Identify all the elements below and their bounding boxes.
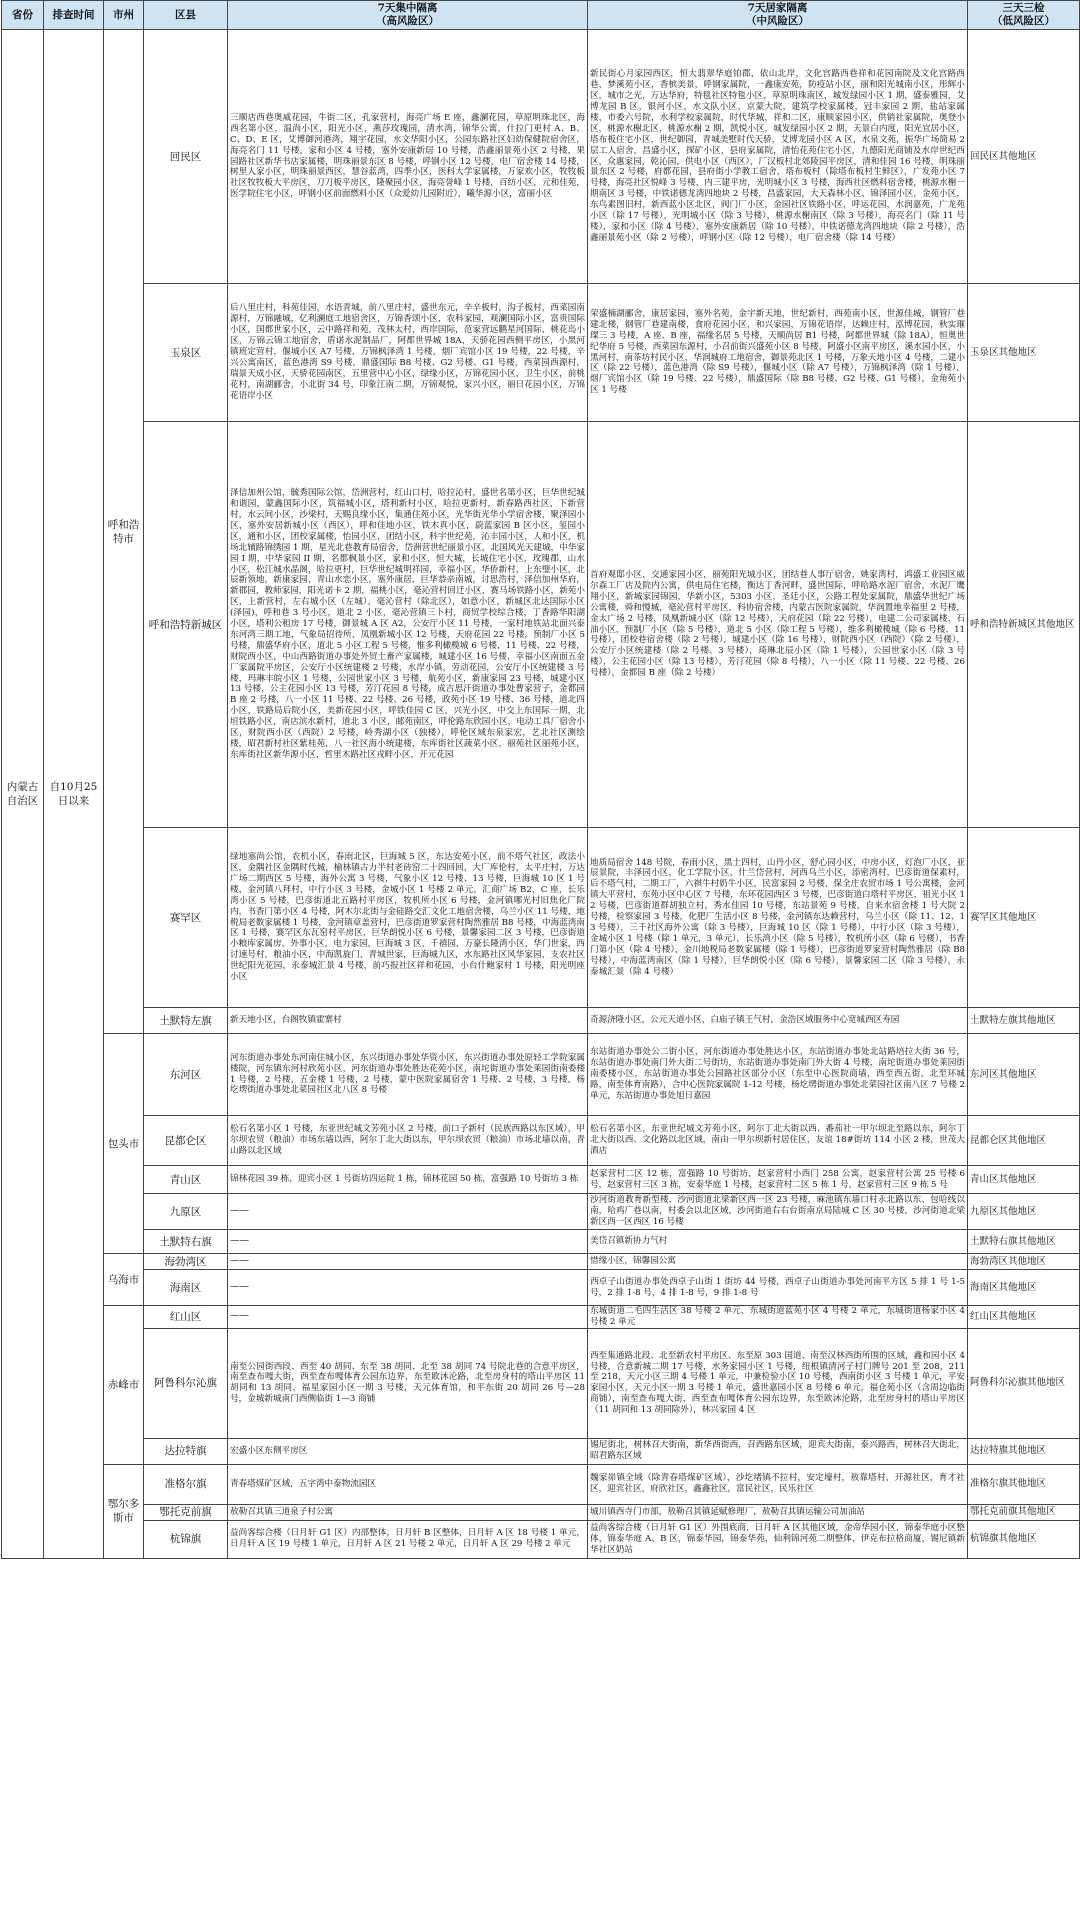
high-risk-cell: 新天地小区，台阁牧镇霍寨村 bbox=[228, 1008, 588, 1034]
low-risk-cell: 准格尔旗其他地区 bbox=[968, 1464, 1080, 1504]
high-risk-cell: —— bbox=[228, 1254, 588, 1270]
mid-risk-cell: 锡尼街北，树林召大街南，新华西街西，召西路东区域，迎宾大街南，泰兴路西，树林召大街北，昭君路东区域 bbox=[588, 1438, 968, 1464]
header-low-risk-line1: 三天三检 bbox=[1002, 2, 1045, 14]
city-cell: 赤峰市 bbox=[104, 1306, 144, 1465]
district-cell: 呼和浩特新城区 bbox=[144, 422, 228, 828]
high-risk-cell: 后八里庄村，科苑佳园，水语青城，前八里庄村，盛世东元，辛辛板村，沟子板村，西菜园南源村，万锦融城，亿利澜庭工地宿舍区，万锦香颂小区，农科家园，观澜国际小区，富贵国际小区，国都世家小区，云中路祥和苑，茂林太村，西岸国际，范家营远鹏星河国际，桃花岛小区，万锦云锦工地宿舍，盾诺水泥制品厂，阿都世界城 18A，天骄花园西侧平房区，小黑河镇班定营村，偃城小区 A7 号楼，万锦枫泽湾 1 号楼，烟厂宾馆小区 19 号楼，22 号楼，辛兴公寓南区，蓝色港湾 S9 号楼，鼎盛国际 B8 号楼、G2 号楼、G1 号楼，西菜园西源村，瑞景天成小区，天骄花园南区，五里营中心小区，绿缘小区，万锦花园小区，卫生小区，前桃花村，南湖郦舍，小北街 34 号，印象江南二期，万锦观悦，家兴小区，丽日花园小区，万锦花语岸小区 bbox=[228, 284, 588, 422]
table-row bbox=[2, 1270, 1080, 1306]
table-row bbox=[2, 1166, 1080, 1194]
table-row bbox=[2, 422, 1080, 828]
header-high-risk-line1: 7天集中隔离 bbox=[377, 2, 438, 14]
header-period: 排查时间 bbox=[44, 1, 104, 30]
mid-risk-cell: 西卓子山街道办事处西卓子山街 1 街坊 44 号楼，西卓子山街道办事处河南平方区 5 排 1 号 1-5 号，2 排 1-8 号，4 排 1-8 号，9 排 1-8 号 bbox=[588, 1270, 968, 1306]
table-row bbox=[2, 828, 1080, 1008]
mid-risk-cell: 地质局宿舍 148 号院，春雨小区，黑土四村，山丹小区，舒心园小区，中房小区，灯泡厂小区，亚辰景院，丰泽园小区，化工学院小区，什兰岱营村，河西乌兰小区，添密湾村，巴彦街道保素村，后不塔气村，二期工厂，六祺牛村奶牛小区，民富家园 2 号楼，保全庄农贸市场 1 号公寓楼，金河镇大平营村，东苑小区中心区 7 号楼，东环花园西区 3 号楼，巴彦街道白塔村平房区，祖光小区 12 号楼，巴彦街道群胡独立村，秀水佳园 10 号楼，东站景苑 9 号楼，自来水宿舍楼 1 号大院 2 号楼，检察家园 3 号楼，化肥厂生活小区 8 号楼，金河镇东达赖营村，乌兰小区（除 11、12、13 号楼），三千社区海外公寓（除 3 号楼），巨海城 10 区（除 1 号楼），中行小区（除 3 号楼），金城小区 1 号楼（除 1 单元，3 单元），长乐湾小区（除 5 号楼），牧机所小区（除 6 号楼），书香门第小区（除 4 号楼），金川地税局老数家属楼（除 1 号楼），巴彦街道罗家营村陶然雅居（除 B8 号楼），中海蓝湾南区（除 1 号楼），巨华朗悦小区（除 6 号楼），景馨家园二区（除 3 号楼），永泰城汇景（除 4 号楼） bbox=[588, 828, 968, 1008]
low-risk-cell: 东河区其他地区 bbox=[968, 1034, 1080, 1116]
table-row bbox=[2, 1464, 1080, 1504]
low-risk-cell: 海勃湾区其他地区 bbox=[968, 1254, 1080, 1270]
table-body bbox=[2, 30, 1080, 1559]
district-cell: 九原区 bbox=[144, 1194, 228, 1230]
high-risk-cell: 松石名第小区 1 号楼，东亚世纪城文芳苑小区 2 号楼，前口子新村（民族西路以东区域），甲尔坝农贸（粮油）市场东墙以西，阿尔丁北大街以东，甲尔坝农贸（粮油）市场北墙以南，青山路以北区域 bbox=[228, 1116, 588, 1166]
high-risk-cell: 益尚客综合楼（日月轩 G1 区）内部整体，日月轩 B 区整体，日月轩 A 区 18 号楼 1 单元，日月轩 A 区 19 号楼 1 单元，日月轩 A 区 21 号楼 2 单元，日月轩 A 区 29 号楼 2 单元 bbox=[228, 1520, 588, 1558]
district-cell: 东河区 bbox=[144, 1034, 228, 1116]
high-risk-cell: 敖勒召其镇三道泉子村公寓 bbox=[228, 1504, 588, 1520]
high-risk-cell: 泽信加州公馆，毓秀国际公馆，岱洲营村，红山口村，哈拉沁村，盛世名第小区，巨华世纪城和谐园，蒙鑫国际小区，筑福城小区，塔利新村小区，哈拉更新村，新春路西社区，下新营村，水云间小区，沙梁村，天赐良缘小区，集通住苑小区，光华街光华小学宿舍楼，聚泽园小区，塞外安居新城小区（西区），呼和佳地小区，铁木真小区，蔚蓝家园 B 区小区，玺园小区，通和小区，团校家属楼，怡园小区，团结小区，科宇世纪苑，沁丰园小区，人和小区，机场北辅路锦绣园 1 期，星光北巷教育局宿舍，岱洲营世纪丽景小区，北国风光天建城，中华家园 I 期，中华家园 II 期，名都枫景小区，家和小区，恒大城，长城住宅小区，玫瑰郡，山水小区，松江城水晶阁，哈拉更村，巨华世纪城明祥园，幸福小区，华侨新村，上东璧小区，北辰新领地，新康家园，青山水恋小区，塞外康居，巨华恭亲南城，讨思浩村，泽信加州华府，新郡园，教师家园，阳光诺卡 2 期，福桃小区，毫沁营村回迁小区，赛马场铁路小区，新苑小区，上新营村，左右城小区（左城），毫沁营村（除北区），如意小区，新城区北达国际小区(泽园)，呼和巷 3 号小区，道北 2 小区，毫沁营镇三卜村，商贸学校综合楼，丁香路华阳湖小区，塔利公租房 17 号楼，御景城 A 区 A2，公安厅小区 11 号楼，一家村地铁站北面兴泰东河湾三期工地，气象局招待所，凤凰新城小区 12 号楼，天府花园 22 号楼，预制厂小区 5 号楼，鼎盛华府小区，道北 5 小区工程 5 号楼，惟多利橄榄城 6 号楼，11 号楼、22 号楼，财院西小区，中山西路街道办事处外贸土畜产家属楼，城建小区 16 号楼，幸福小区南面五金厂家属院平房区，公安厅小区统建楼 2 号楼，水岸小镇，劳动花园，公安厅小区统建楼 3 号楼，玛琳丰皖小区 1 号楼，公园世家小区 3 号楼，航苑小区，新康家园 23 号楼，城建小区 13 号楼，公主花园小区 13 号楼，芳汀花园 8 号楼，成吉思汗街道办事处曹家营子，金都园 B 座 2 号楼，八一小区 11 号楼、22 号楼、26 号楼，政苑小区 19 号楼、36 号楼，道北四小区，铁路局后院小区，美新花园小区，呼铁佳园 C 区，兴光小区，中交上东国际一期，北垣铁路小区，南店滨水新村，道北 3 小区，邮苑南区，呼伦路东欣园小区，电动工具厂宿舍小区，财院西小区（西院）2 号楼，岭秀湖小区（独楼），呼伦区域东泉家宏，艺北社区测绘楼，昭君新村社区紫桂苑，八一社区海小统建楼，东库街社区蔬菜小区，丽苑社区丽苑小区，东库街社区新华源小区，哲里木路社区戎畔小区，开元花园 bbox=[228, 422, 588, 828]
header-high-risk bbox=[228, 1, 588, 30]
city-cell: 包头市 bbox=[104, 1034, 144, 1254]
low-risk-cell: 土默特左旗其他地区 bbox=[968, 1008, 1080, 1034]
district-cell: 海南区 bbox=[144, 1270, 228, 1306]
low-risk-cell: 回民区其他地区 bbox=[968, 30, 1080, 284]
table-row bbox=[2, 1116, 1080, 1166]
high-risk-cell: —— bbox=[228, 1230, 588, 1254]
mid-risk-cell: 松石名第小区，东亚世纪城文芳苑小区，阿尔丁北大街以西、番茄社一甲尔坝北至路以东，阿尔丁北大街以西、文化路以北区域，南由一甲尔坝新村居住区，友谊 18#街坊 114 小区 2 楼，世茂大酒店 bbox=[588, 1116, 968, 1166]
high-risk-cell: 绿地塞尚公馆，农机小区，春雨北区，巨海城 5 区，东达安苑小区，前不塔气社区，政法小区，金隅社区金隅时代城，榆林镇古力半村老砖窑二十四回回，大厂库伦村，太平庄村，万达广场二期西区 5 号楼，海外公寓 3 号楼，气象小区 12 号楼、13 号楼，巨海城 10 区 1 号楼，金河镇八拜村，中行小区 3 号楼，金城小区 1 号楼 2 单元，汇商广场 B2，C 座，长乐湾小区 5 号楼，巴彦街道北五路村平房区，牧机所小区 6 号楼，金河镇哪光村旧焦化厂院内，书香门第小区 4 号楼，阿木尔北街与金硅路交汇文化工地宿舍楼，乌兰小区 11 号楼，地税局老数家属楼 1 号楼，金河镇章盖营村，巴彦街道罗家营村陶然雅居 B8 号楼，中海蓝湾南区 1 号楼，赛罕区东瓦窑村平房区，巨华朗悦小区 6 号楼，景馨家园二区 3 号楼，巴彦街道小粮库家属房，外事小区，电力家园，巨海城 3 区，千禧园，万豪长隆湾小区，华门世家，西讨速号村，粮油小区，中海凯旋门，青城世家，巨海城九区，水东路社区风华家园，支农社区世纪阳光花园，永泰城汇景 4 号楼，前巧报社区祥和花园，小台什鲍家村 1 号楼，阳光明座小区 bbox=[228, 828, 588, 1008]
high-risk-cell: 南至公园街西段、西至 40 胡同、东至 38 胡同、北至 38 胡同 74 号院北巷的合意平房区，南至查布嘎大街，西至查布嘎体育公园东边界，东至欧沐沦路，北至房身村的塔山平房区 11 胡同和 13 胡同，福星家园小区一期 3 号楼，天元体育馆，和平东街 20 胡同 26 号—28 号，金城新城南门西侧临街 1—3 商铺 bbox=[228, 1328, 588, 1438]
district-cell: 青山区 bbox=[144, 1166, 228, 1194]
low-risk-cell: 鄂托克前旗其他地区 bbox=[968, 1504, 1080, 1520]
header-low-risk-line2: （低风险区） bbox=[992, 15, 1055, 27]
high-risk-cell: —— bbox=[228, 1194, 588, 1230]
district-cell: 土默特右旗 bbox=[144, 1230, 228, 1254]
mid-risk-cell: 荣盛楠湖郦舍，康居家园，塞外名苑，金宇新天地，世纪新村，西苑南小区，世源佳城，钢管厂巷建北楼，钢管厂巷建南楼，食府花园小区，和兴家园，万锦花语岸，达赖庄村，泓博花园，秋实璀璨三 3 号楼，A 座、B 座，福缘名居 5 号楼，天顺尚居 B1 号楼，阿都世界城（除 18A），恒奥世纪华府 5 号楼，西菜园东源村，小召前街兴盛苑小区 8 号楼，阿盛小区南平房区，溪水园小区，小黑河村，南茶坊村民小区，华润城府工地宿舍，御景苑北区 1 号楼，万象天地小区 4 号楼，二建小区（除 22 号楼），蓝色港湾（除 S9 号楼），偃城小区（除 A7 号楼），万锦枫泽湾（除 1 号楼），烟厂宾馆小区（除 19 号楼、22 号楼），鼎盛国际（除 B8 号楼、G2 号楼、G1 号楼），金角苑小区 1 号楼 bbox=[588, 284, 968, 422]
low-risk-cell: 青山区其他地区 bbox=[968, 1166, 1080, 1194]
low-risk-cell: 杭锦旗其他地区 bbox=[968, 1520, 1080, 1558]
low-risk-cell: 土默特右旗其他地区 bbox=[968, 1230, 1080, 1254]
table-row bbox=[2, 1008, 1080, 1034]
header-city: 市州 bbox=[104, 1, 144, 30]
header-mid-risk-line2: （中风险区） bbox=[746, 15, 809, 27]
header-mid-risk bbox=[588, 1, 968, 30]
table-row bbox=[2, 30, 1080, 284]
district-cell: 达拉特旗 bbox=[144, 1438, 228, 1464]
district-cell: 土默特左旗 bbox=[144, 1008, 228, 1034]
district-cell: 昆都仑区 bbox=[144, 1116, 228, 1166]
table-row bbox=[2, 1230, 1080, 1254]
table-row bbox=[2, 1328, 1080, 1438]
district-cell: 海勃湾区 bbox=[144, 1254, 228, 1270]
district-cell: 杭锦旗 bbox=[144, 1520, 228, 1558]
table-row bbox=[2, 1254, 1080, 1270]
table-row bbox=[2, 1034, 1080, 1116]
city-cell: 呼和浩特市 bbox=[104, 30, 144, 1034]
mid-risk-cell: 西至集通路北段、北至新农村平房区、东至原 303 国道、南至汉林西街所围的区域，鑫和园小区 4 号楼，合意新城二期 17 号楼，水务家园小区 1 号楼，纽根镇清河子村门牌号 201 至 208，211 至 218，天元小区三期 4 号楼 1 单元，中兼检验小区 10 号楼，西南街小区 3 号楼 1 单元，平安家园小区，天元小区一期 3 号楼 1 单元，盛世嘉园小区 8 号楼 6 单元，福仓苑小区（含周边临街商铺），南至查布嘎大街，西至查布嘎体育公园东边界，东至欧沐沦路，北至房身村的塔山平房区（11 胡同和 13 胡同除外），林兴家园 4 区 bbox=[588, 1328, 968, 1438]
low-risk-cell: 玉泉区其他地区 bbox=[968, 284, 1080, 422]
mid-risk-cell: 东城街道二毛四生活区 38 号楼 2 单元，东城街道蓝苑小区 4 号楼 2 单元，东城街道杨家小区 4 号楼 2 单元 bbox=[588, 1306, 968, 1329]
low-risk-cell: 昆都仑区其他地区 bbox=[968, 1116, 1080, 1166]
district-cell: 鄂托克前旗 bbox=[144, 1504, 228, 1520]
district-cell: 玉泉区 bbox=[144, 284, 228, 422]
low-risk-cell: 赛罕区其他地区 bbox=[968, 828, 1080, 1008]
mid-risk-cell: 城川镇西寺门市部，敖勒召其镇延赋修理厂，敖勒召其镇运输公司加油站 bbox=[588, 1504, 968, 1520]
header-province: 省份 bbox=[2, 1, 44, 30]
low-risk-cell: 红山区其他地区 bbox=[968, 1306, 1080, 1329]
mid-risk-cell: 美岱召镇新协力气村 bbox=[588, 1230, 968, 1254]
high-risk-cell: 三顺店西巷奥威花园，牛街二区，孔家营村，海亮广场 E 座，鑫澜花园，草原明珠北区，海西名第小区，温尚小区，阳光小区，燕莎玫瑰园，清水湾，锦华公寓，什拉门更村 A、B、C、D、E 区，艾博御河港湾，翔宇花园，水文华阳小区，公园东路社区妇幼保健院宿舍区，海亮名门 11 号楼，家和小区 4 号楼，塞外安康新居 10 号楼，浩鑫丽景苑小区 2 号楼，果园路社区新华书店家属楼，明珠丽景东区 8 号楼，呼钢小区 12 号楼，电厂宿舍楼 14 号楼，树里人家小区，明珠丽景西区，慧谷蓝湾，四季小区，医科大学家属楼，万家欢小区，牧牧板社区牧牧板大平房区，刀刀板平房区，隆聚园小区，海亮誉峰 1 号楼，百纺小区，元和佳苑，医学院住宅小区，呼钢小区前面燃料小区（众爱幼儿园附近），曦华源小区，富丽小区 bbox=[228, 30, 588, 284]
table-row bbox=[2, 1520, 1080, 1558]
mid-risk-cell: 益尚客综合楼（日月轩 G1 区）外围底商，日月轩 A 区其他区域，金帝华园小区，锦泰华庭小区整体，锦泰华庭 A、B 区，锦泰华园，锦泰华苑，仙利锦河苑二期整体，伊克布拉格商厦，锡尼镇新华社区奶站 bbox=[588, 1520, 968, 1558]
mid-risk-cell: 东站街道办事处公二街小区，河东街道办事处胜达小区，东站街道办事处北站路培拉大街 36 号，东站街道办事处南门外大街二号街坊，东站街道办事处南门外大街 4 号楼，南坨街道办事处莱园街南委楼小区，东站街道办事处公园路社区部分小区（东至中心医院商墙，西至西五街，北至环城路，南至体育南路），合中心医院家属院 1-12 号楼，杨圪塄街道办事处北菜园社区南八区 7 号楼 2 单元，东站街道办事处旭日嘉园 bbox=[588, 1034, 968, 1116]
low-risk-cell: 海南区其他地区 bbox=[968, 1270, 1080, 1306]
header-low-risk bbox=[968, 1, 1080, 30]
table-row bbox=[2, 284, 1080, 422]
low-risk-cell: 达拉特旗其他地区 bbox=[968, 1438, 1080, 1464]
mid-risk-cell: 奇源济隆小区，公元天道小区，白庙子镇王气村，金浩区域服务中心宽城西区寿园 bbox=[588, 1008, 968, 1034]
period-cell: 自10月25日以来 bbox=[44, 30, 104, 1559]
table-row bbox=[2, 1194, 1080, 1230]
high-risk-cell: 青春塔煤矿区域，五字湾中泰物流园区 bbox=[228, 1464, 588, 1504]
header-district: 区县 bbox=[144, 1, 228, 30]
district-cell: 回民区 bbox=[144, 30, 228, 284]
low-risk-cell: 呼和浩特新城区其他地区 bbox=[968, 422, 1080, 828]
mid-risk-cell: 惜缘小区，锦馨园公寓 bbox=[588, 1254, 968, 1270]
district-cell: 赛罕区 bbox=[144, 828, 228, 1008]
district-cell: 红山区 bbox=[144, 1306, 228, 1329]
mid-risk-cell: 新民街心月家园西区，恒大翡翠华庭铂郡，依山北岸，文化宫路西巷祥和花园南院及文化宫路西巷，梦溪苑小区，香槟美景，呼钢家属院，一鑫康安苑，防疫站小区，丽和阳光城南小区，彤辉小区，城市之光，万达华府，特毯社区特毯小区，草原明珠南区，城发绿园小区 1 期，盛泰雅园，艾博龙园 B 区，银河小区，水文队小区，京蒙大院，建筑学校家属楼，冠丰家园 2 期，盐站家属楼，市委六号院，水利学校家属院，时代华城，祥和二区，康顺家园小区，供销社家属院，奥登小区，桃源水榭北区，桃源水榭 2 期，凯悦小区，城发绿园小区 2 期，天景白内度，阳光宜居小区，塔布板住宅小区，世纪御园，青城美墅时代天骄，艾博龙园小区 A 区，水泉文苑，振华广场简易 2 层工人宿舍，昌盛小区，探矿小区，县府家属院，清怡花苑住宅小区，九德阳光商铺及水岸世纪西区，众惠家园，乾沁园，供电小区（西区），厂汉板村北郊陵园平房区，清和佳园 16 号楼，明珠丽景东区 2 号楼，府都花园，县府街小学教工宿舍，塔布板村（除塔布板村生鲜区），广发苑小区 7 号楼，海亮社区悦峰 3 号楼，内三建平房，光明城小区 3 号楼，海西社区燃料宿舍楼，桃源水榭一期南区 3 号楼，中铁诺德龙湾四地块 2 号楼，昌盛家园，大天森林小区，锦泽园小区，金苑小区，东鸟素图旧村，新西蓝小区北区，阀门厂小区，金园社区铁路小区，呼运花园，水润嘉苑，广龙苑小区（除 17 号楼），光明城小区（除 3 号楼），桃源水榭南区（除 3 号楼），海亮名门（除 11 号楼），家和小区（除 4 号楼），塞外安康新居（除 10 号楼），中铁诺德龙湾四地块（除 2 号楼），浩鑫丽景苑小区（除 2 号楼），呼钢小区（除 12 号楼），电厂宿舍楼（除 14 号楼） bbox=[588, 30, 968, 284]
risk-area-table bbox=[1, 0, 1080, 1559]
mid-risk-cell: 魏家峁镇全域（除青春塔煤矿区域），沙圪堵镇不拉村，安定壕村，敖靠塔村，开源社区，育才社区，迎宾社区，府欣社区，鑫鑫社区，富民社区，民乐社区 bbox=[588, 1464, 968, 1504]
table-row bbox=[2, 1306, 1080, 1329]
header-mid-risk-line1: 7天居家隔离 bbox=[747, 2, 808, 14]
mid-risk-cell: 首府观邸小区，交通家园小区，丽苑阳光城小区，团结巷人事厅宿舍，姚家湾村，鸿盛工业园区威尔森工厂店及院内公寓，供电局住宅楼，衡达丁香河畔，盛世国际，呼哈路水泥厂宿舍，水泥厂鹰翔小区，新城家园锦园，华新小区，5303 小区，圣廷小区，公路工程处家属院，鼎盛华世纪广场公寓楼，舜和慢城，毫沁营村平房区，科协宿舍楼，内蒙古医院家属院，华润置地幸福里 2 号楼，金太广场 2 号楼，凤凰新城小区（除 12 号楼），天府花园（除 22 号楼），电建二公司家属楼，石油小区，预制厂小区（除 5 号楼），道北 5 小区（除工程 5 号楼），维多利橄榄城（除 6 号楼、11 号楼），团校巷宿舍楼（除 2 号楼），城建小区（除 16 号楼），财院西小区（西院）（除 2 号楼），公安厅小区统建楼（除 2 号楼、3 号楼），琦琳北辰小区（除 1 号楼），公园世家小区（除 3 号楼），公主花园小区（除 13 号楼），芳汀花园（除 8 号楼），八一小区（除 11 号楼、22 号楼、26 号楼），金都园 B 座（除 2 号楼） bbox=[588, 422, 968, 828]
district-cell: 阿鲁科尔沁旗 bbox=[144, 1328, 228, 1438]
high-risk-cell: —— bbox=[228, 1270, 588, 1306]
table-row bbox=[2, 1438, 1080, 1464]
mid-risk-cell: 赵家营村二区 12 栋，富强路 10 号街坊，赵家营村小西门 258 公寓，赵家营村公寓 25 号楼 6 号，赵家营村三区 3 栋，安泰华庭 1 号楼，赵家营村二区 5 栋 1 号，赵家营村三区 9 栋 5 号 bbox=[588, 1166, 968, 1194]
high-risk-cell: 锦林花园 39 栋，迎宾小区 1 号街坊四运院 1 栋，锦林花园 50 栋，富强路 10 号街坊 3 栋 bbox=[228, 1166, 588, 1194]
province-cell: 内蒙古自治区 bbox=[2, 30, 44, 1559]
district-cell: 准格尔旗 bbox=[144, 1464, 228, 1504]
table-header-row bbox=[2, 1, 1080, 30]
city-cell: 鄂尔多斯市 bbox=[104, 1464, 144, 1558]
table-row bbox=[2, 1504, 1080, 1520]
high-risk-cell: —— bbox=[228, 1306, 588, 1329]
city-cell: 乌海市 bbox=[104, 1254, 144, 1306]
header-high-risk-line2: （高风险区） bbox=[376, 15, 439, 27]
low-risk-cell: 九原区其他地区 bbox=[968, 1194, 1080, 1230]
high-risk-cell: 宏盛小区东侧平房区 bbox=[228, 1438, 588, 1464]
low-risk-cell: 阿鲁科尔沁旗其他地区 bbox=[968, 1328, 1080, 1438]
high-risk-cell: 河东街道办事处东河南住城小区，东兴街道办事处华资小区，东兴街道办事处原轻工学院家属楼院，河东镇东河村欣苑小区，河东街道办事处胜达花苑小区，南坨街道办事处莱园街南委楼 1 号楼，2 号楼，五金楼 1 号楼，2 号楼，蒙中医院家属宿舍 1 号楼、2 号楼、3 号楼，杨圪塄街道办事处北菜园社区北八区 8 号楼 bbox=[228, 1034, 588, 1116]
mid-risk-cell: 沙河街道教育新型楼，沙河街道北梁新区西一区 23 号楼，麻池镇东墙口村永北路以东、包哈线以南，哈鸡厂巷以南，村委会以北区域，沙河街道右右台街南京局陆城 C 区 30 号楼，沙河街道北梁新区西一区西区 16 号楼 bbox=[588, 1194, 968, 1230]
